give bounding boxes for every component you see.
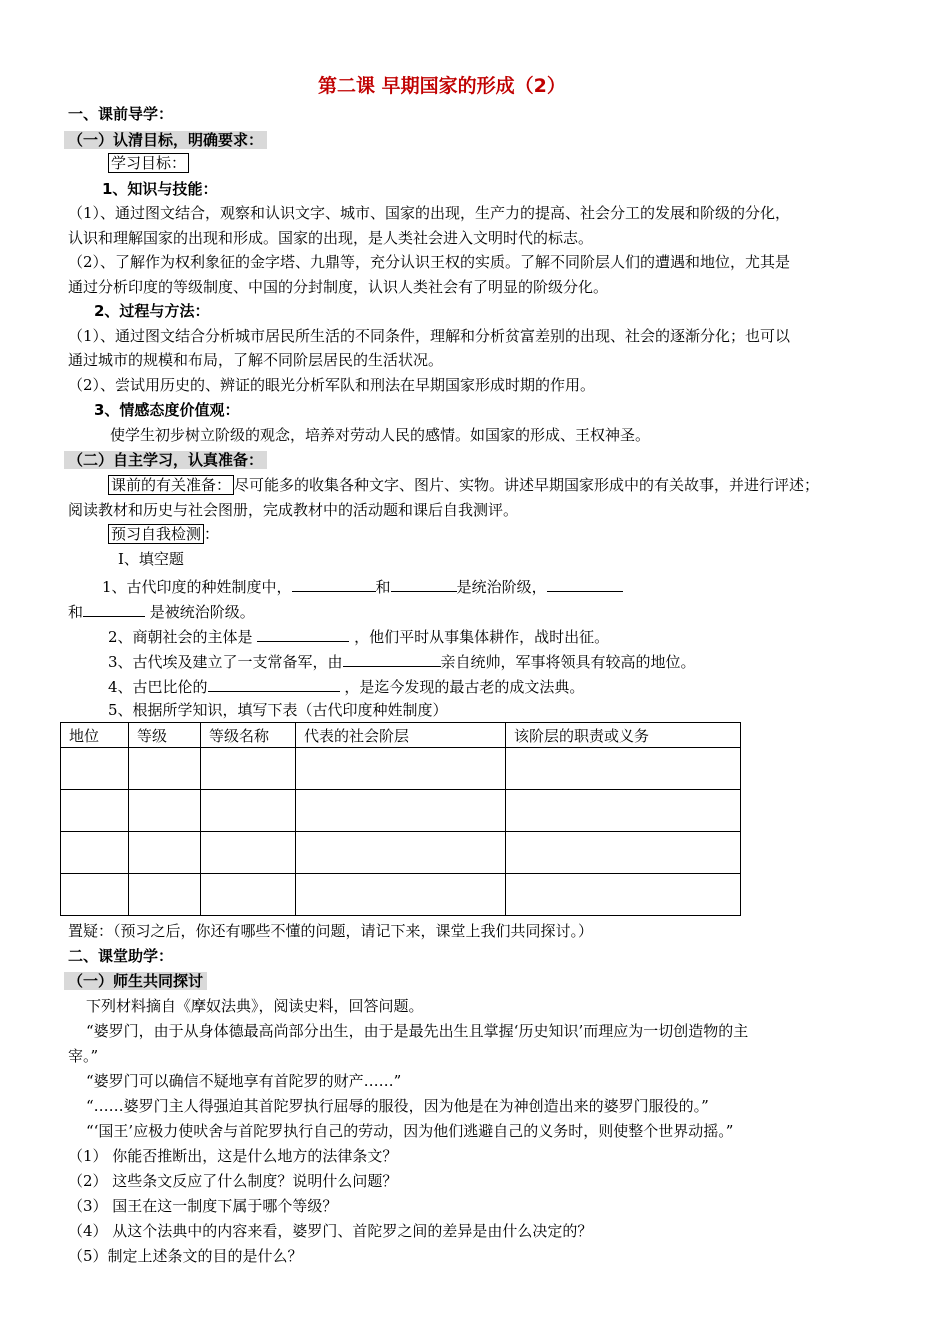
table-cell[interactable] [201, 832, 296, 874]
table-cell[interactable] [201, 748, 296, 790]
q1-blank-4[interactable] [83, 600, 145, 617]
knowledge-1-line1: （1）、通过图文结合，观察和认识文字、城市、国家的出现，生产力的提高、社会分工的发展和阶级的分化， [68, 204, 791, 222]
part2-heading [64, 450, 267, 470]
emotion-line1: 使学生初步树立阶级的观念，培养对劳动人民的感情。如国家的形成、王权神圣。 [110, 426, 651, 444]
discussion-question-1: （1） 你能否推断出，这是什么地方的法律条文？ [68, 1147, 398, 1165]
question-4 [108, 675, 584, 697]
table-cell[interactable] [296, 832, 506, 874]
page-title: 第二课 早期国家的形成（2） [318, 75, 566, 97]
q3-text-b: 亲自统帅，军事将领具有较高的地位。 [440, 653, 696, 671]
quote-4: “‘国王’应极力使吠舍与首陀罗执行自己的劳动，因为他们逃避自己的义务时，则使整个世界动摇。” [86, 1122, 734, 1140]
discussion-question-5: （5）制定上述条文的目的是什么？ [68, 1247, 303, 1265]
check-label [108, 524, 219, 544]
section1-heading: 一、课前导学： [68, 105, 174, 123]
prep-label: 课前的有关准备： [108, 475, 234, 495]
table-cell[interactable] [129, 832, 201, 874]
table-row [61, 874, 741, 916]
quote-1-line2: 宰。” [68, 1047, 99, 1065]
q1-blank-1[interactable] [292, 575, 376, 592]
process-2-line1: （2）、尝试用历史的、辨证的眼光分析军队和刑法在早期国家形成时期的作用。 [68, 376, 596, 394]
table-cell[interactable] [129, 874, 201, 916]
table-cell[interactable] [201, 790, 296, 832]
process-heading: 2、过程与方法： [94, 302, 210, 320]
section2-heading: 二、课堂助学： [68, 947, 174, 965]
caste-table [60, 722, 741, 916]
goal-label-text: 学习目标： [108, 153, 189, 173]
table-cell[interactable] [61, 790, 129, 832]
table-header-cell: 该阶层的职责或义务 [506, 723, 741, 748]
question-1-line2 [68, 600, 255, 622]
q1-text-a: 1、古代印度的种姓制度中， [102, 578, 292, 596]
quote-2: “婆罗门可以确信不疑地享有首陀罗的财产……” [86, 1072, 402, 1090]
discussion-question-2: （2） 这些条文反应了什么制度？说明什么问题？ [68, 1172, 398, 1190]
knowledge-1-line2: 认识和理解国家的出现和形成。国家的出现，是人类社会进入文明时代的标志。 [68, 229, 594, 247]
table-row [61, 832, 741, 874]
process-1-line2: 通过城市的规模和布局，了解不同阶层居民的生活状况。 [68, 351, 444, 369]
q4-text-b: ，是迄今发现的最古老的成文法典。 [339, 678, 585, 696]
fill-heading: Ⅰ、填空题 [118, 550, 184, 568]
question-5: 5、根据所学知识，填写下表（古代印度种姓制度） [108, 701, 448, 719]
table-cell[interactable] [129, 790, 201, 832]
table-header-cell: 等级名称 [201, 723, 296, 748]
q1-blank-3[interactable] [547, 575, 623, 592]
prep-line2: 阅读教材和历史与社会图册，完成教材中的活动题和课后自我测评。 [68, 501, 519, 519]
quote-3: “……婆罗门主人得强迫其首陀罗执行屈辱的服役，因为他是在为神创造出来的婆罗门服役的。” [86, 1097, 709, 1115]
question-2 [108, 625, 609, 647]
q1-text-e: 是被统治阶级。 [145, 603, 255, 621]
table-header-row [61, 723, 741, 748]
table-cell[interactable] [61, 748, 129, 790]
table-cell[interactable] [61, 832, 129, 874]
goal-label [108, 153, 189, 173]
part1-heading [64, 130, 267, 150]
table-cell[interactable] [61, 874, 129, 916]
q4-text-a: 4、古巴比伦的 [108, 678, 208, 696]
q1-text-d: 和 [68, 603, 84, 621]
check-label-text: 预习自我检测 [108, 524, 204, 544]
table-cell[interactable] [506, 748, 741, 790]
table-cell[interactable] [296, 748, 506, 790]
q1-text-c: 是统治阶级， [456, 578, 547, 596]
knowledge-2-line1: （2）、了解作为权利象征的金字塔、九鼎等，充分认识王权的实质。了解不同阶层人们的遭遇和地位，尤其是 [68, 253, 791, 271]
question-1-line1 [102, 575, 623, 597]
table-cell[interactable] [296, 874, 506, 916]
prep-line1 [108, 475, 819, 495]
part2-heading-text: （二）自主学习，认真准备： [64, 451, 267, 469]
part1-heading-text: （一）认清目标，明确要求： [64, 131, 267, 149]
table-header-cell: 等级 [129, 723, 201, 748]
discussion-question-4: （4） 从这个法典中的内容来看，婆罗门、首陀罗之间的差异是由什么决定的？ [68, 1222, 593, 1240]
doubt-line: 置疑：（预习之后，你还有哪些不懂的问题，请记下来，课堂上我们共同探讨。） [68, 922, 594, 940]
q4-blank[interactable] [208, 675, 340, 692]
table-cell[interactable] [296, 790, 506, 832]
knowledge-2-line2: 通过分析印度的等级制度、中国的分封制度，认识人类社会有了明显的阶级分化。 [68, 278, 609, 296]
q3-text-a: 3、古代埃及建立了一支常备军，由 [108, 653, 343, 671]
knowledge-heading: 1、知识与技能： [102, 180, 218, 198]
table-cell[interactable] [506, 790, 741, 832]
q2-text-a: 2、商朝社会的主体是 [108, 628, 258, 646]
table-cell[interactable] [129, 748, 201, 790]
table-cell[interactable] [201, 874, 296, 916]
table-row [61, 748, 741, 790]
section2-part1-heading [64, 971, 207, 991]
q1-text-b: 和 [375, 578, 391, 596]
emotion-heading: 3、情感态度价值观： [94, 401, 240, 419]
prep-text: 尽可能多的收集各种文字、图片、实物。讲述早期国家形成中的有关故事，并进行评述； [234, 476, 820, 494]
table-cell[interactable] [506, 874, 741, 916]
process-1-line1: （1）、通过图文结合分析城市居民所生活的不同条件，理解和分析贫富差别的出现、社会的逐渐分化；也可以 [68, 327, 791, 345]
q2-blank[interactable] [257, 625, 349, 642]
quote-1-line1: “婆罗门，由于从身体德最高尚部分出生，由于是最先出生且掌握‘历史知识’而理应为一切创造物的主 [86, 1022, 749, 1040]
q3-blank[interactable] [343, 650, 441, 667]
q1-blank-2[interactable] [391, 575, 457, 592]
material-intro: 下列材料摘自《摩奴法典》，阅读史料，回答问题。 [86, 997, 424, 1015]
question-3 [108, 650, 696, 672]
table-header-cell: 代表的社会阶层 [296, 723, 506, 748]
table-cell[interactable] [506, 832, 741, 874]
discussion-question-3: （3） 国王在这一制度下属于哪个等级？ [68, 1197, 338, 1215]
table-header-cell: 地位 [61, 723, 129, 748]
q2-text-b: ，他们平时从事集体耕作，战时出征。 [349, 628, 610, 646]
check-colon: ： [204, 525, 220, 543]
table-row [61, 790, 741, 832]
section2-part1-heading-text: （一）师生共同探讨 [64, 972, 207, 990]
